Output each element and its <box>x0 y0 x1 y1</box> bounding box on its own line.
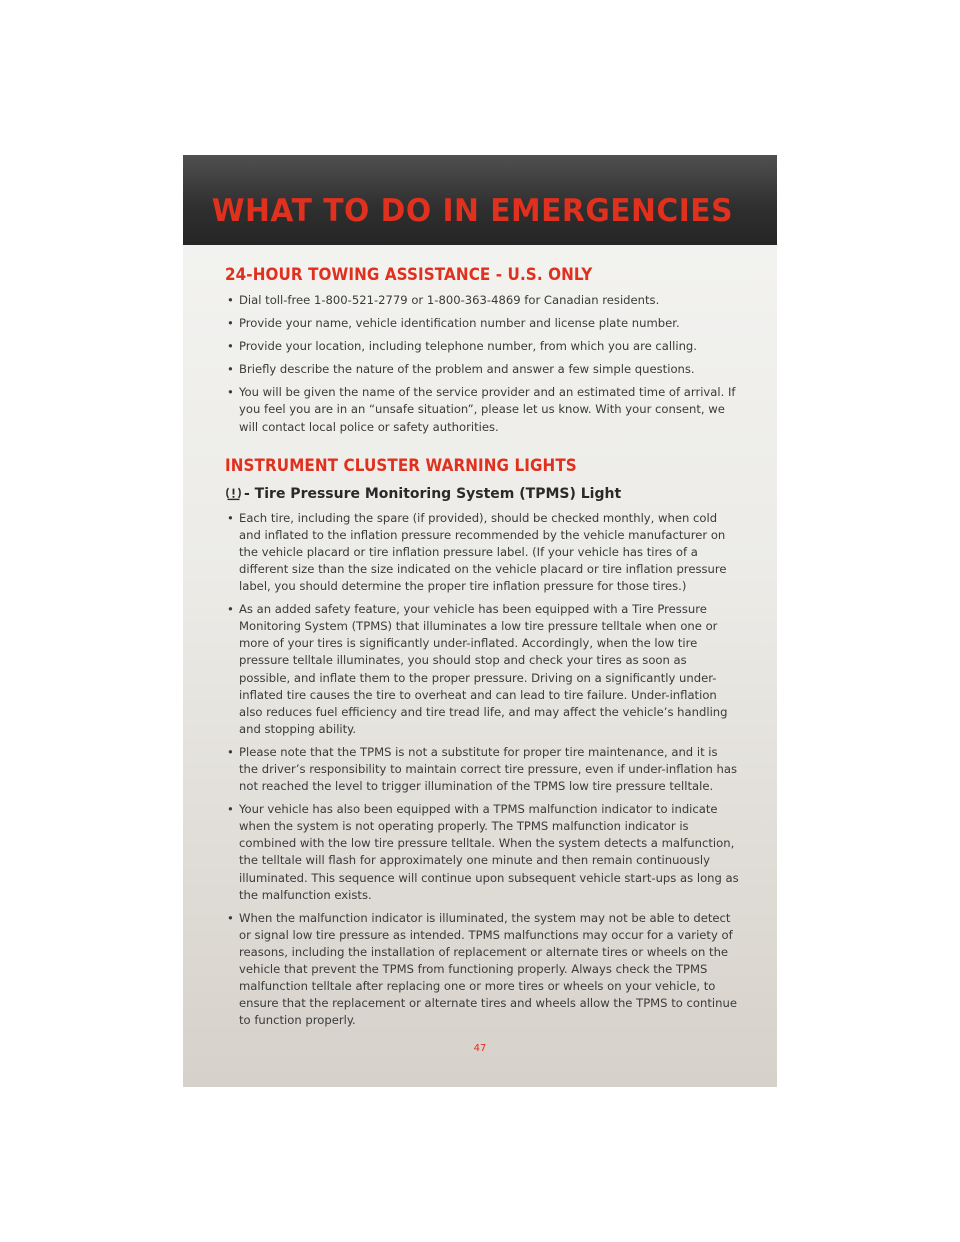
page-number: 47 <box>473 1043 487 1054</box>
towing-heading: 24-HOUR TOWING ASSISTANCE - U.S. ONLY <box>225 265 593 284</box>
list-item: • Briefly describe the nature of the problem and answer a few simple questions. <box>225 361 740 378</box>
manual-page <box>183 155 777 1087</box>
list-item: • Your vehicle has also been equipped with a TPMS malfunction indicator to indicate when the system is not operating properly. The TPMS malfunction indicator is combined with the low tire pressure telltale. When the system detects a malfunction, the telltale will flash for approximately one minute and then remain continuously illuminated. This sequence will continue upon subsequent vehicle start-ups as long as the malfunction exists. <box>225 801 740 904</box>
list-item: • As an added safety feature, your vehicle has been equipped with a Tire Pressure Monitoring System (TPMS) that illuminates a low tire pressure telltale when one or more of your tires is significantly under-inflated. Accordingly, when the low tire pressure telltale illuminates, you should stop and check your tires as soon as possible, and inflate them to the proper pressure. Driving on a significantly under-inflated tire causes the tire to overheat and can lead to tire failure. Under-inflation also reduces fuel efficiency and tire tread life, and may affect the vehicle’s handling and stopping ability. <box>225 601 740 738</box>
towing-list <box>225 292 740 436</box>
list-item: • Please note that the TPMS is not a substitute for proper tire maintenance, and it is the driver’s responsibility to maintain correct tire pressure, even if under-inflation has not reached the level to trigger illumination of the TPMS low tire pressure telltale. <box>225 744 740 795</box>
tpms-title: - Tire Pressure Monitoring System (TPMS) Light <box>244 485 622 502</box>
warning-lights-heading: INSTRUMENT CLUSTER WARNING LIGHTS <box>225 455 577 475</box>
list-item: • Provide your name, vehicle identification number and license plate number. <box>225 315 740 332</box>
page-content <box>225 265 740 1035</box>
tpms-warning-icon <box>225 486 242 501</box>
header-title: WHAT TO DO IN EMERGENCIES <box>211 193 733 229</box>
list-item: • When the malfunction indicator is illuminated, the system may not be able to detect or signal low tire pressure as intended. TPMS malfunctions may occur for a variety of reasons, including the installation of replacement or alternate tires or wheels on the vehicle that prevent the TPMS from functioning properly. Always check the TPMS malfunction telltale after replacing one or more tires or wheels on your vehicle, to ensure that the replacement or alternate tires and wheels allow the TPMS to continue to function properly. <box>225 910 740 1030</box>
tpms-list <box>225 510 740 1030</box>
list-item: • Provide your location, including telephone number, from which you are calling. <box>225 338 740 355</box>
list-item: • Dial toll-free 1-800-521-2779 or 1-800-363-4869 for Canadian residents. <box>225 292 740 309</box>
page-header <box>183 155 777 245</box>
tpms-subheading <box>225 486 740 502</box>
list-item: • Each tire, including the spare (if provided), should be checked monthly, when cold and inflated to the inflation pressure recommended by the vehicle manufacturer on the vehicle placard or tire inflation pressure label. (If your vehicle has tires of a different size than the size indicated on the vehicle placard or tire inflation pressure label, you should determine the proper tire inflation pressure for those tires.) <box>225 510 740 595</box>
list-item: • You will be given the name of the service provider and an estimated time of arrival. If you feel you are in an “unsafe situation”, please let us know. With your consent, we will contact local police or safety authorities. <box>225 384 740 435</box>
